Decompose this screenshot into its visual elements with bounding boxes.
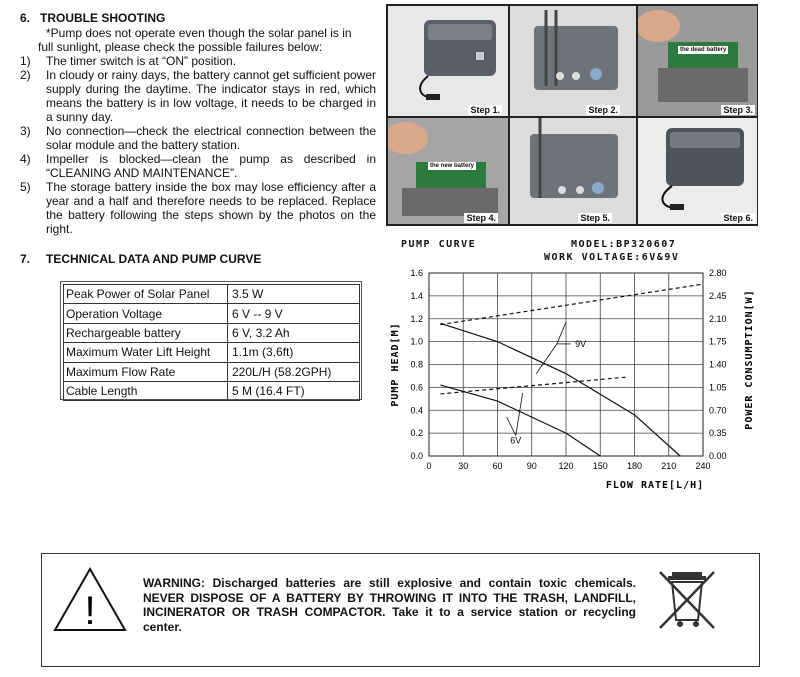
photo-step-5 <box>509 117 637 225</box>
y2-tick-label: 2.45 <box>709 290 727 301</box>
y-tick-label: 0.2 <box>410 428 423 439</box>
x-tick-label: 240 <box>695 461 711 471</box>
table-row <box>64 343 360 362</box>
y-tick-label: 1.6 <box>410 268 423 278</box>
x-tick-label: 90 <box>526 461 537 471</box>
x-tick-label: 210 <box>661 461 677 471</box>
chart-model: MODEL:BP320607 <box>571 239 677 250</box>
spec-value: 3.5 W <box>228 285 360 304</box>
spec-table <box>63 284 360 401</box>
spec-key: Maximum Water Lift Height <box>64 343 228 362</box>
section-number: 7. <box>20 252 31 266</box>
closed-box-image <box>510 118 637 225</box>
spec-value: 6 V, 3.2 Ah <box>228 323 360 342</box>
y2-tick-label: 1.40 <box>709 359 727 370</box>
x-tick-label: 60 <box>492 461 503 471</box>
battery-replacement-photos <box>386 4 758 226</box>
section-title: TECHNICAL DATA AND PUMP CURVE <box>46 252 262 266</box>
annotation-leader <box>536 344 557 374</box>
photo-step-2 <box>509 5 637 117</box>
spec-value: 5 M (16.4 FT) <box>228 381 360 400</box>
step-label: Step 1. <box>470 105 500 115</box>
list-item <box>20 54 376 68</box>
y2-tick-label: 0.00 <box>709 451 727 461</box>
crossed-out-bin-icon <box>656 568 718 632</box>
table-row <box>64 381 360 400</box>
step-label: Step 3. <box>723 105 753 115</box>
y-tick-label: 1.2 <box>410 313 423 324</box>
item-number: 2) <box>20 68 31 82</box>
list-item <box>20 124 376 152</box>
spec-value: 220L/H (58.2GPH) <box>228 362 360 381</box>
photo-step-6 <box>637 117 758 225</box>
step-label: Step 2. <box>588 105 618 115</box>
y-tick-label: 0.4 <box>410 405 423 416</box>
dead-battery-image <box>638 6 758 117</box>
annotation-leader <box>557 322 566 344</box>
item-text: The storage battery inside the box may lose efficiency after a year and a half and therefore needs to be replaced. Replace the battery following the steps shown by the photos on the right. <box>46 180 376 236</box>
item-number: 4) <box>20 152 31 166</box>
spec-key: Peak Power of Solar Panel <box>64 285 228 304</box>
table-row <box>64 362 360 381</box>
y-axis-label: PUMP HEAD[M] <box>390 322 401 407</box>
chart-title: PUMP CURVE <box>401 239 477 250</box>
troubleshooting-list <box>20 54 376 236</box>
y2-tick-label: 0.35 <box>709 428 727 439</box>
x-tick-label: 0 <box>426 461 432 471</box>
technical-heading <box>20 252 261 266</box>
troubleshooting-intro <box>38 26 376 54</box>
annotation-label: 9V <box>575 338 587 349</box>
annotation-label: 6V <box>510 435 522 446</box>
step-label: Step 6. <box>723 213 753 223</box>
warning-symbol: ! <box>84 589 96 633</box>
intro-line-1: *Pump does not operate even though the solar panel is in <box>46 26 352 40</box>
list-item <box>20 68 376 124</box>
photo-step-4 <box>387 117 509 225</box>
dead-battery-label: the dead battery <box>680 47 727 53</box>
item-number: 1) <box>20 54 31 68</box>
spec-key: Rechargeable battery <box>64 323 228 342</box>
spec-value: 6 V -- 9 V <box>228 304 360 323</box>
item-text: Impeller is blocked—clean the pump as described in “CLEANING AND MAINTENANCE”. <box>46 152 376 180</box>
step-label: Step 4. <box>466 213 496 223</box>
y2-tick-label: 1.05 <box>709 382 727 393</box>
open-battery-box-image <box>510 6 637 117</box>
list-item <box>20 180 376 236</box>
series-line-9V-head <box>440 323 680 456</box>
annotation-leader <box>516 393 523 435</box>
item-number: 3) <box>20 124 31 138</box>
spec-key: Operation Voltage <box>64 304 228 323</box>
y-tick-label: 1.4 <box>410 290 423 301</box>
pump-curve-chart <box>385 236 765 496</box>
y2-tick-label: 2.10 <box>709 313 727 324</box>
list-item <box>20 152 376 180</box>
battery-box-image <box>388 6 509 117</box>
new-battery-label: the new battery <box>430 163 475 169</box>
y2-tick-label: 1.75 <box>709 336 727 347</box>
warning-text: WARNING: Discharged batteries are still explosive and contain toxic chemicals. NEVER DISPOSE OF A BATTERY BY THROWING IT INTO THE TRASH, LANDFILL, INCINERATOR OR TRASH COMPACTOR. Take it to a service station or recycling center. <box>143 576 636 634</box>
section-title: TROUBLE SHOOTING <box>40 11 166 25</box>
spec-value: 1.1m (3.6ft) <box>228 343 360 362</box>
photo-step-1 <box>387 5 509 117</box>
item-text: No connection—check the electrical connection between the solar module and the battery station. <box>46 124 376 152</box>
spec-key: Maximum Flow Rate <box>64 362 228 381</box>
x-tick-label: 30 <box>458 461 469 471</box>
item-number: 5) <box>20 180 31 194</box>
item-text: In cloudy or rainy days, the battery cannot get sufficient power supply during the daytime. The indicator stays in red, which means the battery is in low voltage, it needs to be charged in a sunny day. <box>46 68 376 124</box>
x-tick-label: 180 <box>626 461 643 471</box>
x-tick-label: 150 <box>592 461 608 471</box>
intro-line-2: full sunlight, please check the possible failures below: <box>38 40 323 54</box>
new-battery-image <box>388 118 509 225</box>
table-row <box>64 323 360 342</box>
chart-work-voltage: WORK VOLTAGE:6V&9V <box>544 252 680 263</box>
y2-tick-label: 2.80 <box>709 268 727 278</box>
table-row <box>64 285 360 304</box>
table-row <box>64 304 360 323</box>
warning-box <box>41 553 760 667</box>
troubleshooting-heading <box>20 11 165 25</box>
y-tick-label: 1.0 <box>410 336 423 347</box>
x-axis-label: FLOW RATE[L/H] <box>605 480 705 491</box>
y2-axis-label: POWER CONSUMPTION[W] <box>744 289 755 430</box>
y-tick-label: 0.0 <box>410 451 423 461</box>
y2-tick-label: 0.70 <box>709 405 727 416</box>
item-text: The timer switch is at “ON” position. <box>46 54 237 68</box>
y-tick-label: 0.6 <box>410 382 423 393</box>
photo-step-3 <box>637 5 758 117</box>
y-tick-label: 0.8 <box>410 359 423 370</box>
assembled-box-image <box>638 118 758 225</box>
section-number: 6. <box>20 11 31 25</box>
spec-key: Cable Length <box>64 381 228 400</box>
chart-plot <box>385 236 765 496</box>
x-tick-label: 120 <box>558 461 574 471</box>
annotation-leader <box>507 417 516 435</box>
warning-triangle-icon <box>52 566 128 634</box>
step-label: Step 5. <box>580 213 610 223</box>
